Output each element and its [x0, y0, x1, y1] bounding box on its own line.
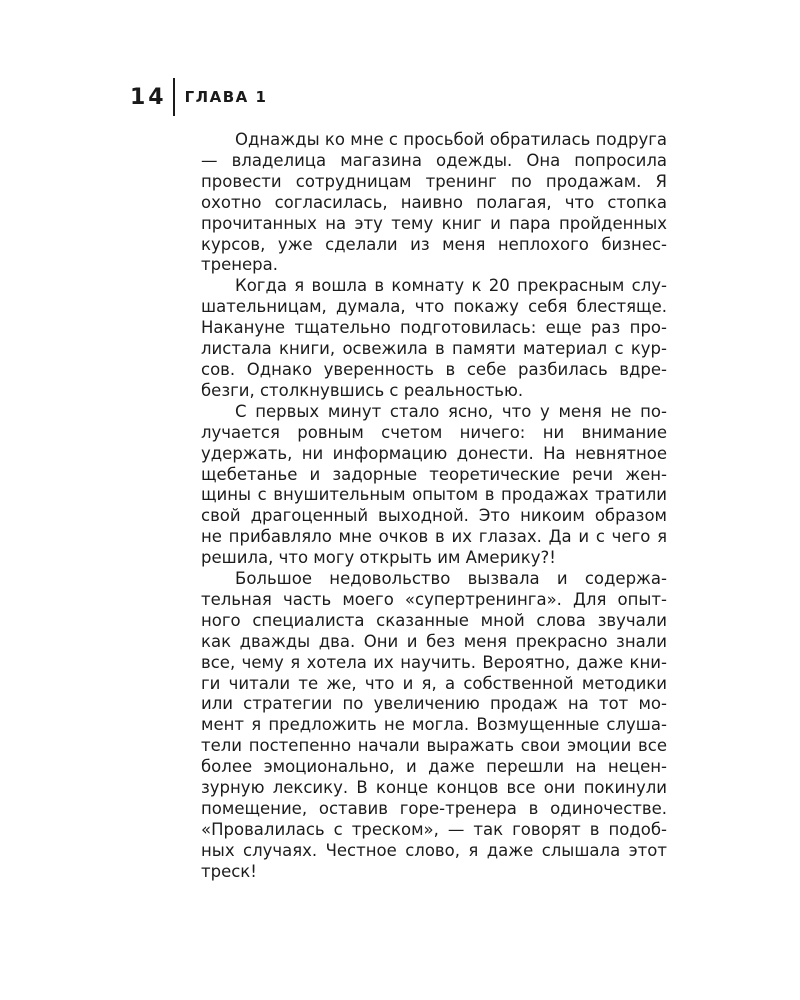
body-text [201, 130, 667, 883]
paragraph: Когда я вошла в комнату к 20 прекрасным слушательницам, думала, что покажу себя блестяще. Накануне тщательно подготовилась: еще раз пролистала книги, освежила в памяти материал с курсов. Однако уверенность в себе разбилась вдребезги, столкнувшись с реальностью. [201, 276, 667, 400]
running-head [130, 78, 267, 116]
chapter-title: ГЛАВА 1 [184, 88, 268, 106]
paragraph: С первых минут стало ясно, что у меня не получается ровным счетом ничего: ни внимание удержать, ни информацию донести. На невнятное щебетанье и задорные теоретические речи женщины с внушительным опытом в продажах тратили свой драгоценный выходной. Это никоим образом не прибавляло мне очков в их глазах. Да и с чего я решила, что могу открыть им Америку?! [201, 401, 667, 568]
page-number: 14 [130, 84, 167, 110]
header-divider [173, 78, 175, 116]
paragraph: Однажды ко мне с просьбой обратилась подруга — владелица магазина одежды. Она попросила провести сотрудницам тренинг по продажам. Я охотно согласилась, наивно полагая, что стопка прочитанных на эту тему книг и пара пройденных курсов, уже сделали из меня неплохого бизнес-тренера. [201, 130, 667, 275]
paragraph: Большое недовольство вызвала и содержательная часть моего «супертренинга». Для опытного специалиста сказанные мной слова звучали как дважды два. Они и без меня прекрасно знали все, чему я хотела их научить. Вероятно, даже книги читали те же, что и я, а собственной методики или стратегии по увеличению продаж на тот момент я предложить не могла. Возмущенные слушатели постепенно начали выражать свои эмоции все более эмоционально, и даже перешли на нецензурную лексику. В конце концов все они покинули помещение, оставив горе-тренера в одиночестве. «Провалилась с треском», — так говорят в подобных случаях. Честное слово, я даже слышала этот треск! [201, 569, 667, 881]
